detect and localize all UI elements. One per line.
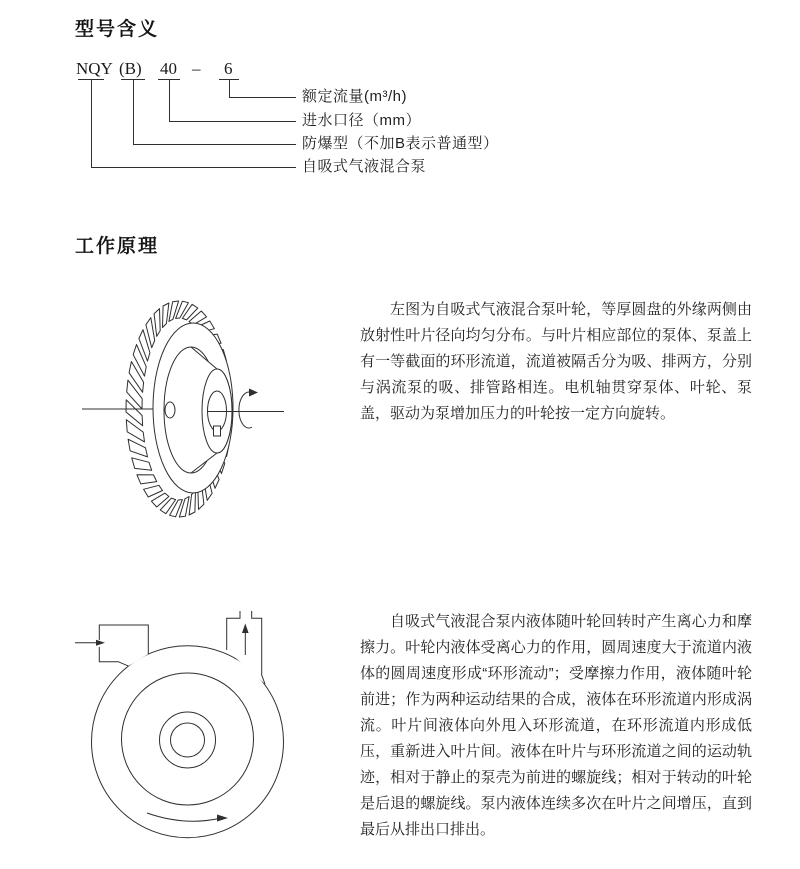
leader-vertical-flow	[229, 80, 230, 97]
model-code-flow: 6	[224, 59, 233, 78]
leader-horizontal-series	[91, 167, 296, 168]
leader-vertical-series	[91, 80, 92, 167]
impeller-keyway	[214, 426, 221, 436]
impeller-figure	[78, 288, 288, 538]
leader-vertical-size	[169, 80, 170, 121]
pump-section-figure	[72, 608, 297, 853]
callout-pump-type: 自吸式气液混合泵	[302, 158, 427, 175]
model-section-title: 型号含义	[75, 19, 160, 40]
leader-horizontal-flow	[229, 97, 296, 98]
paragraph-impeller-description: 左图为自吸式气液混合泵叶轮，等厚圆盘的外缘两侧由放射性叶片径向均匀分布。与叶片相应部位的泵体、泵盖上有一等截面的环形流道，流道被隔舌分为吸、排两方，分别与涡流泵的吸、排管路相连。电机轴贯穿泵体、叶轮、泵盖，驱动为泵增加压力的叶轮按一定方向旋转。	[360, 301, 752, 422]
model-code-variant: (B)	[119, 59, 142, 78]
paragraph-flow-description: 自吸式气液混合泵内液体随叶轮回转时产生离心力和摩擦力。叶轮内液体受离心力的作用，圆周速度大于流道内液体的圆周速度形成“环形流动”；受摩擦力作用，液体随叶轮前进；作为两种运动结果的合成，液体在环形流道内形成涡流。叶片间液体向外甩入环形流道，在环形流道内形成低压，重新进入叶片间。液体在叶片与环形流道之间的运动轨迹，相对于静止的泵壳为前进的螺旋线；相对于转动的叶轮是后退的螺旋线。泵内液体连续多次在叶片之间增压，直到最后从排出口排出。	[360, 613, 752, 838]
pump-hub-circle	[160, 712, 216, 768]
rotation-arrowhead-icon	[249, 389, 258, 397]
rotation-direction-arc	[239, 392, 252, 428]
model-code-size: 40	[160, 59, 177, 78]
pump-rotation-arrowhead-icon	[217, 815, 228, 822]
model-code-dash: –	[192, 59, 201, 78]
callout-rated-flow: 额定流量(m³/h)	[302, 88, 407, 105]
principle-section-title: 工作原理	[75, 236, 160, 257]
suction-port-fill	[99, 625, 148, 666]
callout-inlet-diameter: 进水口径（mm）	[302, 112, 421, 129]
impeller-balance-hole	[165, 402, 175, 418]
leader-horizontal-variant	[133, 144, 296, 145]
pump-rotation-arc	[147, 813, 219, 821]
pump-annular-channel	[122, 673, 254, 805]
callout-explosion-proof: 防爆型（不加B表示普通型）	[302, 135, 499, 152]
leader-horizontal-size	[169, 121, 296, 122]
model-code-series: NQY	[76, 59, 113, 78]
leader-vertical-variant	[133, 80, 134, 144]
pump-shaft-circle	[171, 723, 205, 757]
